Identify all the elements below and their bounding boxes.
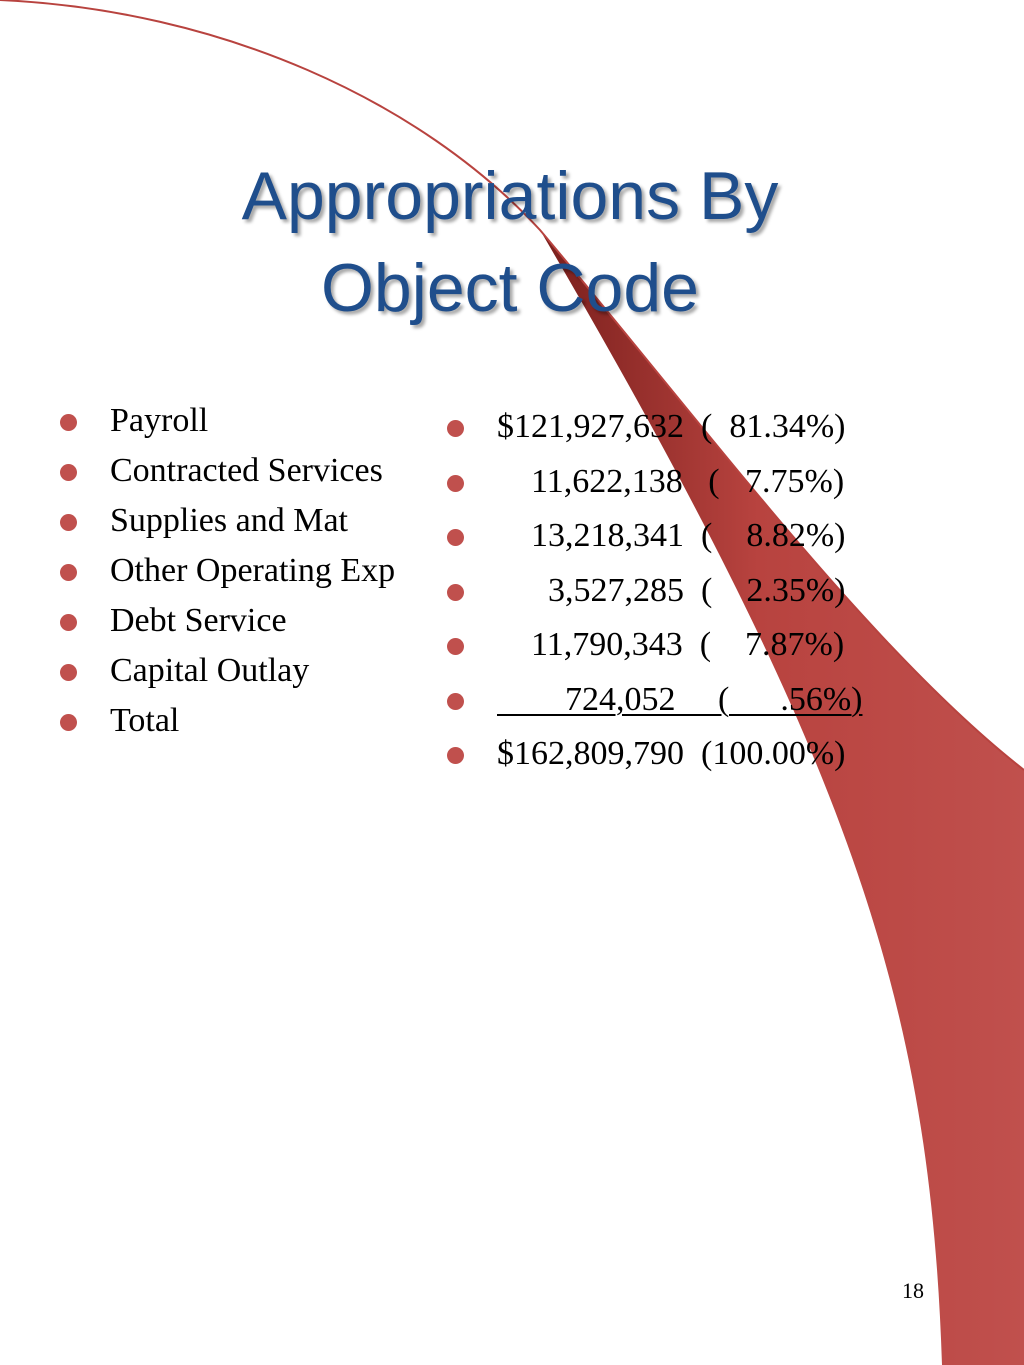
- bullet-icon: [447, 529, 464, 546]
- swoosh-band: [540, 230, 1024, 1365]
- category-label: Contracted Services: [110, 452, 383, 489]
- amount-value: 11,790,343 ( 7.87%): [497, 626, 845, 663]
- amount-value: 11,622,138 ( 7.75%): [497, 462, 845, 500]
- bullet-icon: [447, 747, 464, 764]
- category-label: Capital Outlay: [110, 652, 310, 689]
- amount-value: $162,809,790 (100.00%): [497, 735, 846, 772]
- bullet-icon: [60, 614, 77, 631]
- amount-value: 3,527,285 ( 2.35%): [497, 571, 846, 609]
- bullet-icon: [60, 414, 77, 431]
- amount-value: $121,927,632 ( 81.34%): [497, 408, 846, 445]
- category-label: Debt Service: [110, 602, 287, 639]
- bullet-icon: [447, 638, 464, 655]
- category-label: Supplies and Mat: [110, 502, 348, 539]
- bullet-icon: [60, 564, 77, 581]
- amount-value: 724,052 ( .56%): [497, 680, 863, 718]
- amount-value: 13,218,341 ( 8.82%): [497, 517, 846, 554]
- bullet-icon: [447, 475, 464, 492]
- page-title-line1: Appropriations By: [241, 158, 779, 234]
- category-label: Other Operating Exp: [110, 552, 396, 589]
- bullet-icon: [60, 514, 77, 531]
- bullet-icon: [60, 714, 77, 731]
- page-number: 18: [902, 1278, 924, 1303]
- page-title-line2: Object Code: [321, 250, 699, 326]
- bullet-icon: [447, 693, 464, 710]
- category-label: Total: [110, 702, 180, 739]
- bullet-icon: [447, 584, 464, 601]
- page-title: [80, 150, 940, 334]
- bullet-icon: [447, 420, 464, 437]
- bullet-icon: [60, 664, 77, 681]
- category-label: Payroll: [110, 402, 209, 439]
- bullet-icon: [60, 464, 77, 481]
